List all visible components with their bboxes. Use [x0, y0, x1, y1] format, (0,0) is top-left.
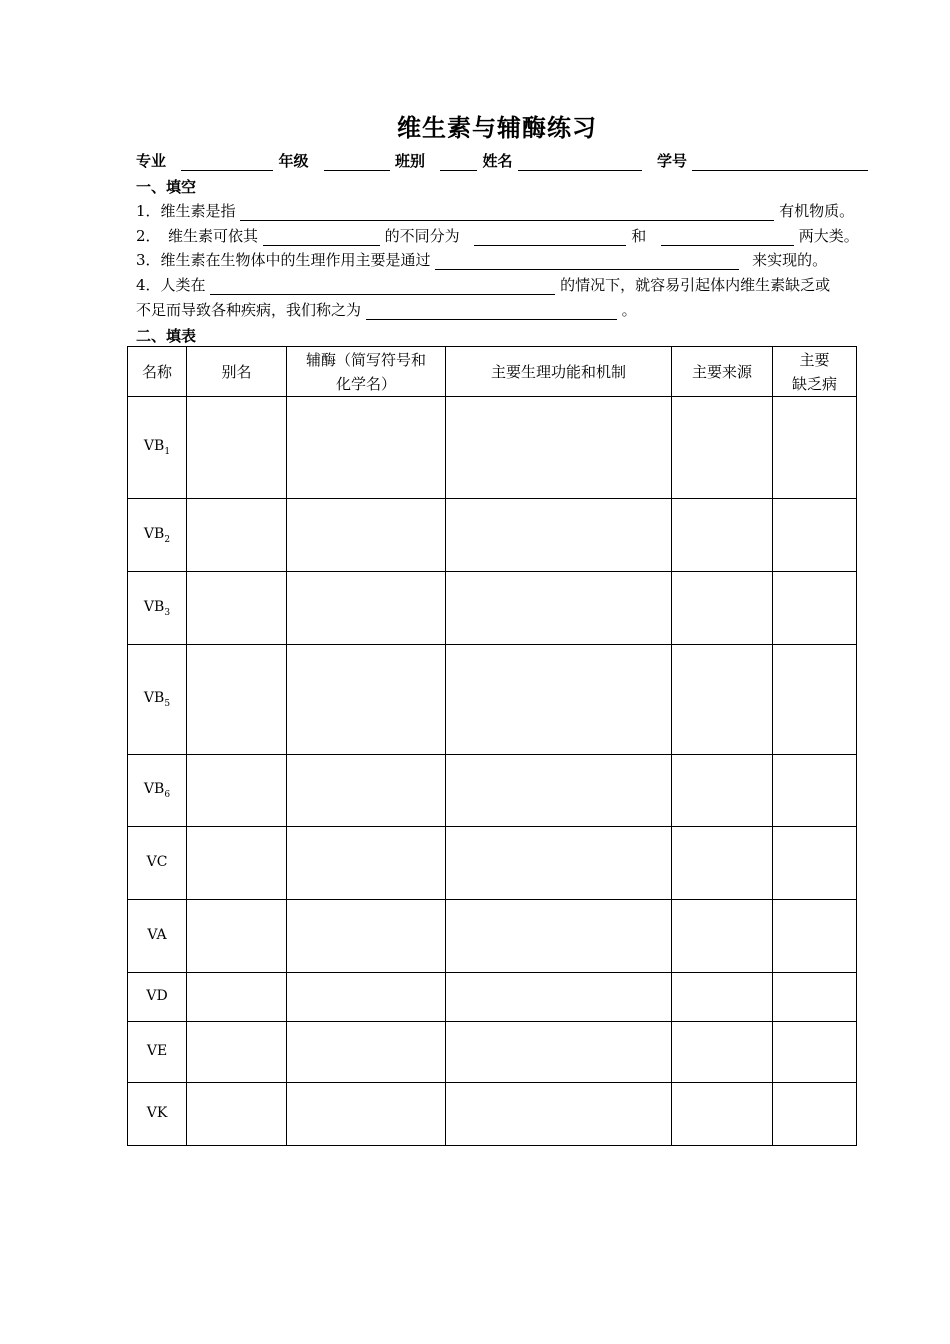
alias-cell[interactable] — [187, 900, 287, 973]
alias-cell[interactable] — [187, 973, 287, 1022]
vitamin-name-cell: VK — [128, 1083, 187, 1146]
coenzyme-cell[interactable] — [287, 1022, 446, 1083]
header-alias: 别名 — [187, 347, 287, 397]
q2-blank-3[interactable] — [661, 228, 794, 246]
alias-cell[interactable] — [187, 645, 287, 755]
table-row — [128, 572, 857, 645]
student-id-blank[interactable] — [692, 153, 868, 171]
section-heading-fill-blank: 一、填空 — [136, 178, 197, 196]
table-row — [128, 499, 857, 572]
question-3 — [136, 249, 827, 271]
vitamin-name-cell: $VB_5$ — [128, 645, 187, 755]
grade-label: 年级 — [278, 152, 309, 170]
question-2 — [136, 225, 859, 247]
vitamin-name-cell: VE — [128, 1022, 187, 1083]
deficiency-cell[interactable] — [773, 1083, 857, 1146]
deficiency-cell[interactable] — [773, 827, 857, 900]
function-cell[interactable] — [446, 1022, 672, 1083]
deficiency-cell[interactable] — [773, 900, 857, 973]
coenzyme-cell[interactable] — [287, 645, 446, 755]
function-cell[interactable] — [446, 1083, 672, 1146]
q2-mid-2: 和 — [631, 227, 647, 245]
q4-blank-2[interactable] — [366, 302, 617, 320]
coenzyme-cell[interactable] — [287, 755, 446, 827]
q4-line2-prefix: 不足而导致各种疾病，我们称之为 — [136, 301, 362, 319]
source-cell[interactable] — [672, 973, 773, 1022]
class-label: 班别 — [394, 152, 425, 170]
major-label: 专业 — [136, 152, 167, 170]
source-cell[interactable] — [672, 1083, 773, 1146]
source-cell[interactable] — [672, 900, 773, 973]
header-coenzyme-line1: 辅酶（简写符号和 — [305, 350, 426, 369]
student-id-label: 学号 — [656, 152, 687, 170]
table-row — [128, 1022, 857, 1083]
q3-prefix: 3．维生素在生物体中的生理作用主要是通过 — [136, 251, 431, 269]
q4-blank-1[interactable] — [210, 277, 555, 295]
table-row — [128, 973, 857, 1022]
function-cell[interactable] — [446, 645, 672, 755]
alias-cell[interactable] — [187, 755, 287, 827]
table-row — [128, 1083, 857, 1146]
source-cell[interactable] — [672, 572, 773, 645]
alias-cell[interactable] — [187, 572, 287, 645]
deficiency-cell[interactable] — [773, 755, 857, 827]
major-blank[interactable] — [181, 153, 273, 171]
source-cell[interactable] — [672, 645, 773, 755]
function-cell[interactable] — [446, 397, 672, 499]
q3-blank[interactable] — [435, 252, 739, 270]
coenzyme-cell[interactable] — [287, 827, 446, 900]
deficiency-cell[interactable] — [773, 572, 857, 645]
vitamin-name-cell: VC — [128, 827, 187, 900]
coenzyme-cell[interactable] — [287, 1083, 446, 1146]
deficiency-cell[interactable] — [773, 1022, 857, 1083]
question-1 — [136, 200, 854, 222]
source-cell[interactable] — [672, 827, 773, 900]
table-row — [128, 645, 857, 755]
q4-line2-suffix: 。 — [621, 301, 637, 319]
q2-blank-2[interactable] — [474, 228, 626, 246]
name-label: 姓名 — [482, 152, 513, 170]
question-4 — [136, 274, 830, 296]
coenzyme-cell[interactable] — [287, 397, 446, 499]
vitamin-name-cell: $VB_6$ — [128, 755, 187, 827]
student-info-row — [136, 150, 856, 172]
vitamin-name-cell: $VB_1$ — [128, 397, 187, 499]
grade-blank[interactable] — [324, 153, 390, 171]
q4-suffix: 的情况下，就容易引起体内维生素缺乏或 — [560, 276, 831, 294]
q3-suffix: 来实现的。 — [752, 251, 828, 269]
q1-suffix: 有机物质。 — [779, 202, 855, 220]
function-cell[interactable] — [446, 827, 672, 900]
vitamin-name-cell: $VB_3$ — [128, 572, 187, 645]
function-cell[interactable] — [446, 973, 672, 1022]
vitamin-name-cell: VD — [128, 973, 187, 1022]
function-cell[interactable] — [446, 755, 672, 827]
header-source: 主要来源 — [672, 347, 773, 397]
class-blank[interactable] — [440, 153, 477, 171]
table-row — [128, 755, 857, 827]
q4-prefix: 4．人类在 — [136, 276, 206, 294]
header-deficiency-line2: 缺乏病 — [791, 374, 837, 393]
deficiency-cell[interactable] — [773, 397, 857, 499]
vitamin-table — [127, 346, 857, 1146]
header-name: 名称 — [128, 347, 187, 397]
question-4-continued — [136, 299, 637, 321]
q2-blank-1[interactable] — [263, 228, 380, 246]
coenzyme-cell[interactable] — [287, 973, 446, 1022]
coenzyme-cell[interactable] — [287, 900, 446, 973]
source-cell[interactable] — [672, 1022, 773, 1083]
header-coenzyme — [287, 347, 446, 397]
q1-blank[interactable] — [240, 203, 774, 221]
source-cell[interactable] — [672, 755, 773, 827]
function-cell[interactable] — [446, 900, 672, 973]
header-deficiency — [773, 347, 857, 397]
alias-cell[interactable] — [187, 1083, 287, 1146]
q1-prefix: 1．维生素是指 — [136, 202, 236, 220]
source-cell[interactable] — [672, 397, 773, 499]
table-header-row — [128, 347, 857, 397]
source-cell[interactable] — [672, 499, 773, 572]
coenzyme-cell[interactable] — [287, 572, 446, 645]
header-function: 主要生理功能和机制 — [446, 347, 672, 397]
alias-cell[interactable] — [187, 397, 287, 499]
table-row — [128, 900, 857, 973]
q2-suffix: 两大类。 — [798, 227, 859, 245]
alias-cell[interactable] — [187, 827, 287, 900]
vitamin-name-cell: VA — [128, 900, 187, 973]
header-deficiency-line1: 主要 — [799, 350, 830, 369]
q2-mid-1: 的不同分为 — [384, 227, 460, 245]
table-row — [128, 397, 857, 499]
header-coenzyme-line2: 化学名） — [335, 374, 396, 393]
deficiency-cell[interactable] — [773, 973, 857, 1022]
alias-cell[interactable] — [187, 499, 287, 572]
page-title: 维生素与辅酶练习 — [397, 114, 597, 142]
deficiency-cell[interactable] — [773, 499, 857, 572]
q2-prefix: 2． 维生素可依其 — [136, 227, 259, 245]
section-heading-fill-table: 二、填表 — [136, 327, 197, 345]
function-cell[interactable] — [446, 499, 672, 572]
vitamin-name-cell: $VB_2$ — [128, 499, 187, 572]
function-cell[interactable] — [446, 572, 672, 645]
coenzyme-cell[interactable] — [287, 499, 446, 572]
alias-cell[interactable] — [187, 1022, 287, 1083]
name-blank[interactable] — [518, 153, 642, 171]
deficiency-cell[interactable] — [773, 645, 857, 755]
table-row — [128, 827, 857, 900]
